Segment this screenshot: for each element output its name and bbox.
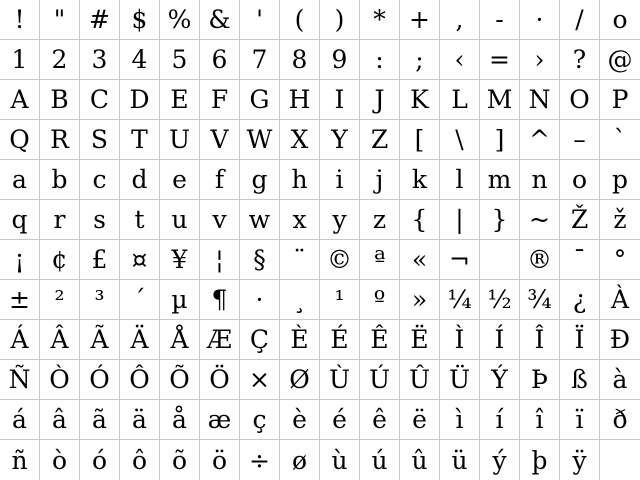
glyph-cell[interactable]: h xyxy=(280,160,320,200)
glyph-cell[interactable]: ¸ xyxy=(280,280,320,320)
glyph-cell[interactable]: 4 xyxy=(120,40,160,80)
glyph-cell[interactable]: ! xyxy=(0,0,40,40)
glyph-cell[interactable]: õ xyxy=(160,440,200,480)
glyph-cell[interactable]: » xyxy=(400,280,440,320)
glyph-cell[interactable]: Ù xyxy=(320,360,360,400)
glyph-cell[interactable]: R xyxy=(40,120,80,160)
glyph-cell[interactable]: ] xyxy=(480,120,520,160)
glyph-cell[interactable]: n xyxy=(520,160,560,200)
glyph-cell[interactable]: ¡ xyxy=(0,240,40,280)
glyph-cell[interactable]: ¯ xyxy=(560,240,600,280)
glyph-cell[interactable]: Ä xyxy=(120,320,160,360)
glyph-cell[interactable]: 2 xyxy=(40,40,80,80)
glyph-cell[interactable]: ± xyxy=(0,280,40,320)
glyph-cell[interactable]: º xyxy=(360,280,400,320)
glyph-cell[interactable]: ÷ xyxy=(240,440,280,480)
glyph-cell[interactable]: Ý xyxy=(480,360,520,400)
glyph-cell[interactable]: G xyxy=(240,80,280,120)
glyph-cell[interactable]: í xyxy=(480,400,520,440)
glyph-cell[interactable]: Ó xyxy=(80,360,120,400)
glyph-cell[interactable]: þ xyxy=(520,440,560,480)
glyph-cell[interactable]: 8 xyxy=(280,40,320,80)
glyph-cell[interactable]: " xyxy=(40,0,80,40)
glyph-cell[interactable]: Ë xyxy=(400,320,440,360)
glyph-cell[interactable]: é xyxy=(320,400,360,440)
glyph-cell[interactable]: Õ xyxy=(160,360,200,400)
glyph-cell[interactable]: ² xyxy=(40,280,80,320)
glyph-cell[interactable]: ^ xyxy=(520,120,560,160)
glyph-cell[interactable]: ¥ xyxy=(160,240,200,280)
glyph-cell[interactable]: : xyxy=(360,40,400,80)
glyph-cell[interactable]: ç xyxy=(240,400,280,440)
glyph-cell[interactable]: # xyxy=(80,0,120,40)
glyph-cell[interactable]: b xyxy=(40,160,80,200)
glyph-cell[interactable]: ¾ xyxy=(520,280,560,320)
glyph-cell[interactable]: k xyxy=(400,160,440,200)
glyph-cell[interactable]: } xyxy=(480,200,520,240)
glyph-cell[interactable]: d xyxy=(120,160,160,200)
glyph-cell[interactable]: ? xyxy=(560,40,600,80)
glyph-cell[interactable]: m xyxy=(480,160,520,200)
glyph-cell[interactable]: î xyxy=(520,400,560,440)
glyph-cell[interactable]: , xyxy=(440,0,480,40)
glyph-cell[interactable]: 5 xyxy=(160,40,200,80)
glyph-cell[interactable]: À xyxy=(600,280,640,320)
glyph-cell[interactable]: p xyxy=(600,160,640,200)
glyph-cell[interactable]: X xyxy=(280,120,320,160)
glyph-cell[interactable]: @ xyxy=(600,40,640,80)
glyph-cell[interactable]: ~ xyxy=(520,200,560,240)
glyph-cell[interactable]: Á xyxy=(0,320,40,360)
glyph-cell[interactable]: Z xyxy=(360,120,400,160)
glyph-cell[interactable]: F xyxy=(200,80,240,120)
glyph-cell[interactable]: Ñ xyxy=(0,360,40,400)
glyph-cell[interactable]: £ xyxy=(80,240,120,280)
glyph-cell[interactable]: % xyxy=(160,0,200,40)
glyph-cell[interactable]: V xyxy=(200,120,240,160)
glyph-cell[interactable]: / xyxy=(560,0,600,40)
glyph-cell[interactable]: * xyxy=(360,0,400,40)
glyph-cell[interactable]: ò xyxy=(40,440,80,480)
glyph-cell[interactable]: Ô xyxy=(120,360,160,400)
glyph-cell[interactable]: 1 xyxy=(0,40,40,80)
glyph-cell[interactable]: B xyxy=(40,80,80,120)
glyph-cell[interactable]: ¶ xyxy=(200,280,240,320)
glyph-cell[interactable]: ¤ xyxy=(120,240,160,280)
glyph-cell[interactable]: ù xyxy=(320,440,360,480)
glyph-cell[interactable]: × xyxy=(240,360,280,400)
glyph-cell[interactable]: ¿ xyxy=(560,280,600,320)
glyph-cell[interactable]: ³ xyxy=(80,280,120,320)
glyph-cell[interactable]: M xyxy=(480,80,520,120)
glyph-cell[interactable]: ñ xyxy=(0,440,40,480)
glyph-cell[interactable]: g xyxy=(240,160,280,200)
glyph-cell[interactable]: Y xyxy=(320,120,360,160)
glyph-cell[interactable]: ( xyxy=(280,0,320,40)
glyph-cell[interactable]: µ xyxy=(160,280,200,320)
glyph-cell[interactable]: ì xyxy=(440,400,480,440)
glyph-cell[interactable]: r xyxy=(40,200,80,240)
glyph-cell[interactable]: Ü xyxy=(440,360,480,400)
glyph-cell[interactable]: $ xyxy=(120,0,160,40)
glyph-cell[interactable]: ° xyxy=(600,240,640,280)
glyph-cell[interactable]: ð xyxy=(600,400,640,440)
glyph-cell[interactable]: å xyxy=(160,400,200,440)
glyph-cell[interactable]: Ú xyxy=(360,360,400,400)
glyph-cell[interactable]: T xyxy=(120,120,160,160)
glyph-cell[interactable]: O xyxy=(560,80,600,120)
glyph-cell[interactable]: D xyxy=(120,80,160,120)
glyph-cell[interactable]: û xyxy=(400,440,440,480)
glyph-cell[interactable]: e xyxy=(160,160,200,200)
glyph-cell[interactable]: s xyxy=(80,200,120,240)
glyph-cell[interactable]: É xyxy=(320,320,360,360)
glyph-cell[interactable]: i xyxy=(320,160,360,200)
glyph-cell[interactable]: q xyxy=(0,200,40,240)
glyph-cell[interactable]: Ž xyxy=(560,200,600,240)
glyph-cell[interactable]: Ð xyxy=(600,320,640,360)
glyph-cell[interactable]: u xyxy=(160,200,200,240)
glyph-cell[interactable] xyxy=(480,240,520,280)
glyph-cell[interactable]: S xyxy=(80,120,120,160)
glyph-cell[interactable]: Î xyxy=(520,320,560,360)
glyph-cell[interactable]: ž xyxy=(600,200,640,240)
glyph-cell[interactable]: ¦ xyxy=(200,240,240,280)
glyph-cell[interactable]: I xyxy=(320,80,360,120)
glyph-cell[interactable]: [ xyxy=(400,120,440,160)
glyph-cell[interactable]: 3 xyxy=(80,40,120,80)
glyph-cell[interactable]: z xyxy=(360,200,400,240)
glyph-cell[interactable]: 6 xyxy=(200,40,240,80)
glyph-cell[interactable]: Å xyxy=(160,320,200,360)
glyph-cell[interactable]: N xyxy=(520,80,560,120)
glyph-cell[interactable]: © xyxy=(320,240,360,280)
glyph-cell[interactable]: ä xyxy=(120,400,160,440)
glyph-cell[interactable]: › xyxy=(520,40,560,80)
glyph-cell[interactable]: Ò xyxy=(40,360,80,400)
glyph-cell[interactable]: ã xyxy=(80,400,120,440)
glyph-cell[interactable]: Ö xyxy=(200,360,240,400)
glyph-cell[interactable]: § xyxy=(240,240,280,280)
glyph-cell[interactable]: ` xyxy=(600,120,640,160)
glyph-cell[interactable]: Í xyxy=(480,320,520,360)
glyph-cell[interactable]: Ï xyxy=(560,320,600,360)
glyph-cell[interactable]: · xyxy=(240,280,280,320)
glyph-cell[interactable]: ½ xyxy=(480,280,520,320)
glyph-cell[interactable]: L xyxy=(440,80,480,120)
glyph-cell[interactable]: o xyxy=(600,0,640,40)
glyph-cell[interactable]: ¬ xyxy=(440,240,480,280)
glyph-cell[interactable]: | xyxy=(440,200,480,240)
glyph-cell[interactable]: ï xyxy=(560,400,600,440)
glyph-cell[interactable]: Ì xyxy=(440,320,480,360)
glyph-cell[interactable]: 9 xyxy=(320,40,360,80)
glyph-cell[interactable]: C xyxy=(80,80,120,120)
glyph-cell[interactable]: è xyxy=(280,400,320,440)
glyph-cell[interactable]: U xyxy=(160,120,200,160)
glyph-cell[interactable]: ë xyxy=(400,400,440,440)
glyph-cell[interactable]: ¢ xyxy=(40,240,80,280)
glyph-cell[interactable]: ® xyxy=(520,240,560,280)
glyph-cell[interactable]: E xyxy=(160,80,200,120)
glyph-cell[interactable]: ü xyxy=(440,440,480,480)
glyph-cell[interactable]: = xyxy=(480,40,520,80)
glyph-cell[interactable]: à xyxy=(600,360,640,400)
glyph-cell[interactable]: J xyxy=(360,80,400,120)
glyph-cell[interactable]: È xyxy=(280,320,320,360)
glyph-cell[interactable]: w xyxy=(240,200,280,240)
glyph-cell[interactable]: ´ xyxy=(120,280,160,320)
glyph-cell[interactable]: Â xyxy=(40,320,80,360)
glyph-cell[interactable]: æ xyxy=(200,400,240,440)
glyph-cell[interactable]: y xyxy=(320,200,360,240)
glyph-cell[interactable]: ê xyxy=(360,400,400,440)
glyph-cell[interactable]: K xyxy=(400,80,440,120)
glyph-cell[interactable]: ; xyxy=(400,40,440,80)
glyph-cell[interactable]: { xyxy=(400,200,440,240)
glyph-cell[interactable]: – xyxy=(560,120,600,160)
glyph-cell[interactable]: f xyxy=(200,160,240,200)
glyph-cell[interactable] xyxy=(600,440,640,480)
glyph-cell[interactable]: ‹ xyxy=(440,40,480,80)
glyph-cell[interactable]: t xyxy=(120,200,160,240)
glyph-cell[interactable]: Ç xyxy=(240,320,280,360)
glyph-cell[interactable]: & xyxy=(200,0,240,40)
glyph-cell[interactable]: ¨ xyxy=(280,240,320,280)
glyph-cell[interactable]: W xyxy=(240,120,280,160)
glyph-cell[interactable]: ø xyxy=(280,440,320,480)
glyph-cell[interactable]: l xyxy=(440,160,480,200)
glyph-cell[interactable]: P xyxy=(600,80,640,120)
glyph-cell[interactable]: + xyxy=(400,0,440,40)
glyph-cell[interactable]: o xyxy=(560,160,600,200)
glyph-cell[interactable]: v xyxy=(200,200,240,240)
glyph-cell[interactable]: Þ xyxy=(520,360,560,400)
glyph-cell[interactable]: ª xyxy=(360,240,400,280)
glyph-cell[interactable]: 7 xyxy=(240,40,280,80)
glyph-cell[interactable]: â xyxy=(40,400,80,440)
glyph-cell[interactable]: Û xyxy=(400,360,440,400)
glyph-cell[interactable]: ÿ xyxy=(560,440,600,480)
glyph-cell[interactable]: H xyxy=(280,80,320,120)
glyph-cell[interactable]: j xyxy=(360,160,400,200)
glyph-cell[interactable]: ó xyxy=(80,440,120,480)
glyph-cell[interactable]: ¼ xyxy=(440,280,480,320)
glyph-cell[interactable]: Æ xyxy=(200,320,240,360)
glyph-cell[interactable]: Q xyxy=(0,120,40,160)
glyph-cell[interactable]: á xyxy=(0,400,40,440)
glyph-cell[interactable]: ú xyxy=(360,440,400,480)
glyph-cell[interactable]: ö xyxy=(200,440,240,480)
glyph-cell[interactable]: Ø xyxy=(280,360,320,400)
glyph-cell[interactable]: a xyxy=(0,160,40,200)
glyph-cell[interactable]: x xyxy=(280,200,320,240)
glyph-cell[interactable]: Ê xyxy=(360,320,400,360)
glyph-cell[interactable]: ß xyxy=(560,360,600,400)
glyph-cell[interactable]: Ã xyxy=(80,320,120,360)
glyph-cell[interactable]: \ xyxy=(440,120,480,160)
glyph-cell[interactable]: ' xyxy=(240,0,280,40)
glyph-cell[interactable]: ô xyxy=(120,440,160,480)
glyph-cell[interactable]: - xyxy=(480,0,520,40)
glyph-cell[interactable]: A xyxy=(0,80,40,120)
glyph-cell[interactable]: c xyxy=(80,160,120,200)
glyph-cell[interactable]: ¹ xyxy=(320,280,360,320)
glyph-cell[interactable]: ý xyxy=(480,440,520,480)
glyph-cell[interactable]: « xyxy=(400,240,440,280)
glyph-cell[interactable]: · xyxy=(520,0,560,40)
glyph-cell[interactable]: ) xyxy=(320,0,360,40)
